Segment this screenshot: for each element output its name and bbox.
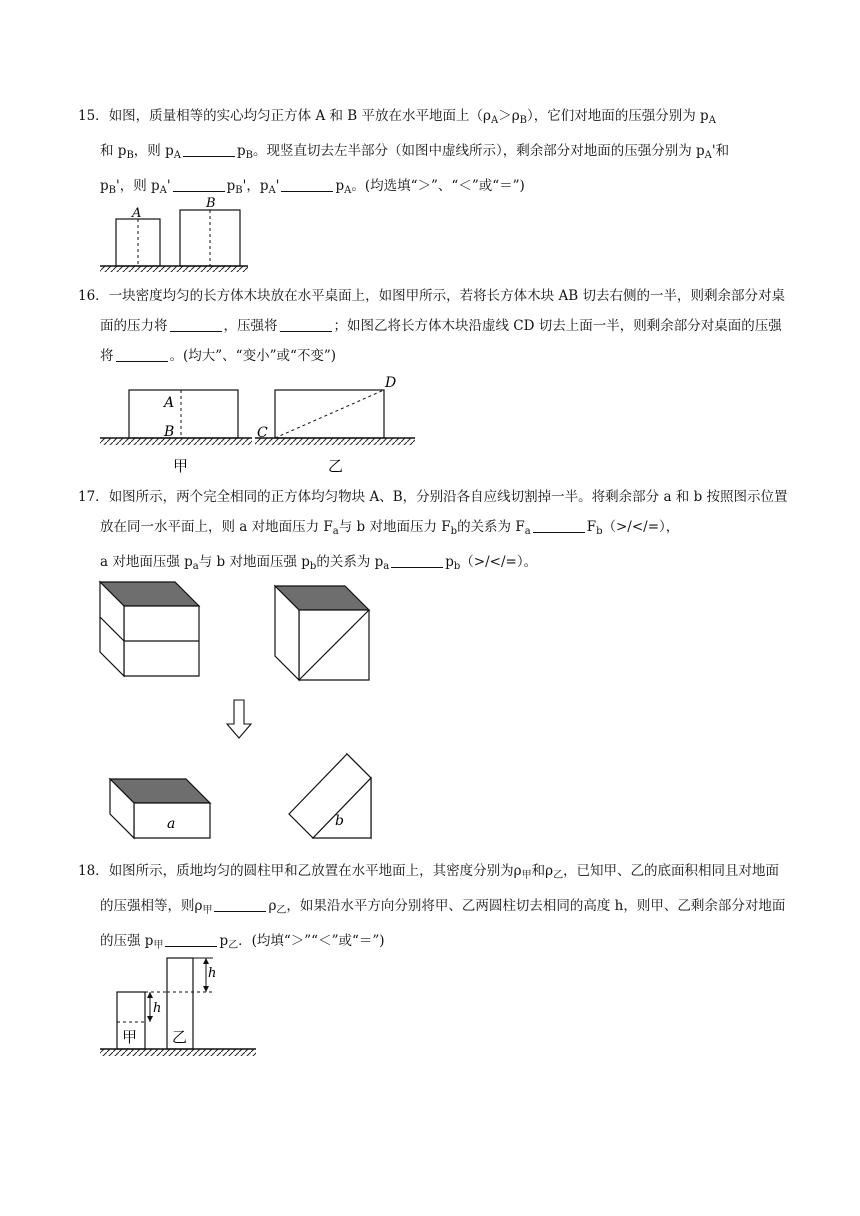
answer-blank[interactable] xyxy=(214,897,266,912)
ground-hatch xyxy=(100,1049,256,1056)
label-c: C xyxy=(257,425,268,441)
down-arrow-icon xyxy=(227,700,251,738)
figure-17 xyxy=(95,578,395,846)
answer-blank[interactable] xyxy=(533,518,585,533)
arrow-up-icon xyxy=(147,992,153,998)
answer-blank[interactable] xyxy=(391,553,443,568)
ground-hatch-yi xyxy=(255,438,415,445)
label-a: A xyxy=(164,395,175,411)
arrow-up-icon xyxy=(203,958,209,964)
label-yi: 乙 xyxy=(328,457,344,475)
label-jia: 甲 xyxy=(173,457,189,475)
figure-15 xyxy=(95,192,255,274)
answer-blank[interactable] xyxy=(116,347,168,362)
ground-hatch-jia xyxy=(100,438,252,445)
question-16 xyxy=(78,281,790,371)
label-d: D xyxy=(385,375,397,391)
question-17-text: 17．如图所示，两个完全相同的正方体均匀物块 A、B，分别沿各自应线切割掉一半。将剩余部分 a 和 b 按照图示位置放在同一水平面上，则 a 对地面压力 $F_a$与 b 对地面压力 $F_b$的关系为 $F_a$ $F_b(>/</=)$， a 对地面压强 $p_a$与 b 对地面压强 $p_b$的关系为 $p_a$ $p_b(>/</=)$。 xyxy=(78,489,788,572)
answer-blank[interactable] xyxy=(280,317,332,332)
answer-blank[interactable] xyxy=(170,317,222,332)
label-b: B xyxy=(164,424,175,440)
label-a: a xyxy=(167,816,176,832)
label-yi: 乙 xyxy=(172,1028,188,1046)
answer-blank[interactable] xyxy=(173,177,225,192)
figure-16 xyxy=(95,370,425,476)
arrow-down-icon xyxy=(147,1016,153,1022)
label-a: A xyxy=(132,206,142,221)
label-h-jia: h xyxy=(153,1001,162,1016)
question-18-text: 18．如图所示，质地均匀的圆柱甲和乙放置在水平地面上，其密度分别为$\rho_甲$和$\rho_乙$，已知甲、乙的底面积相同且对地面的压强相等，则$\rho_甲$ $\rho_乙$，如果沿水平方向分别将甲、乙两圆柱切去相同的高度 h，则甲、乙剩余部分对地面的压强 $p_甲$ $p_乙$．(均填“＞”“＜”或“＝”) xyxy=(78,863,786,951)
answer-blank[interactable] xyxy=(281,177,333,192)
piece-b xyxy=(289,754,371,838)
ground-hatch xyxy=(100,266,248,272)
cut-line-cd xyxy=(275,390,384,438)
question-15 xyxy=(78,101,790,206)
block-yi xyxy=(275,390,384,438)
cube-b-original xyxy=(275,586,369,680)
question-15-text: 15．如图，质量相等的实心均匀正方体 A 和 B 平放在水平地面上$(\rho_A>\rho_B)$，它们对地面的压强分别为 $p_A$ 和 $p_B$，则 $p_A$ $p_B$。现竖直切去左半部分（如图中虚线所示），剩余部分对地面的压强分别为 $p_A'$和 $p_B'$，则 $p_A'$ $p_B'$，$p_A'$ $p_A$。(均选填“＞”、“＜”或“＝”) xyxy=(78,108,730,196)
label-jia: 甲 xyxy=(122,1028,138,1046)
figure-18 xyxy=(95,950,265,1065)
answer-blank[interactable] xyxy=(183,142,235,157)
label-b: b xyxy=(335,813,344,829)
question-16-text: 16．一块密度均匀的长方体木块放在水平桌面上，如图甲所示，若将长方体木块 AB 切去右侧的一半，则剩余部分对桌面的压力将 ，压强将 ；如图乙将长方体木块沿虚线 CD 切去上面一半，则剩余部分对桌面的压强将 。(均大”、“变小”或“不变”) xyxy=(78,288,785,364)
answer-blank[interactable] xyxy=(165,932,217,947)
label-b: B xyxy=(206,196,216,211)
question-17 xyxy=(78,482,790,582)
label-h-yi: h xyxy=(208,966,217,981)
arrow-down-icon xyxy=(203,986,209,992)
cube-a-original xyxy=(100,582,199,676)
piece-a xyxy=(110,779,210,838)
question-18 xyxy=(78,856,790,961)
block-jia xyxy=(129,390,238,438)
